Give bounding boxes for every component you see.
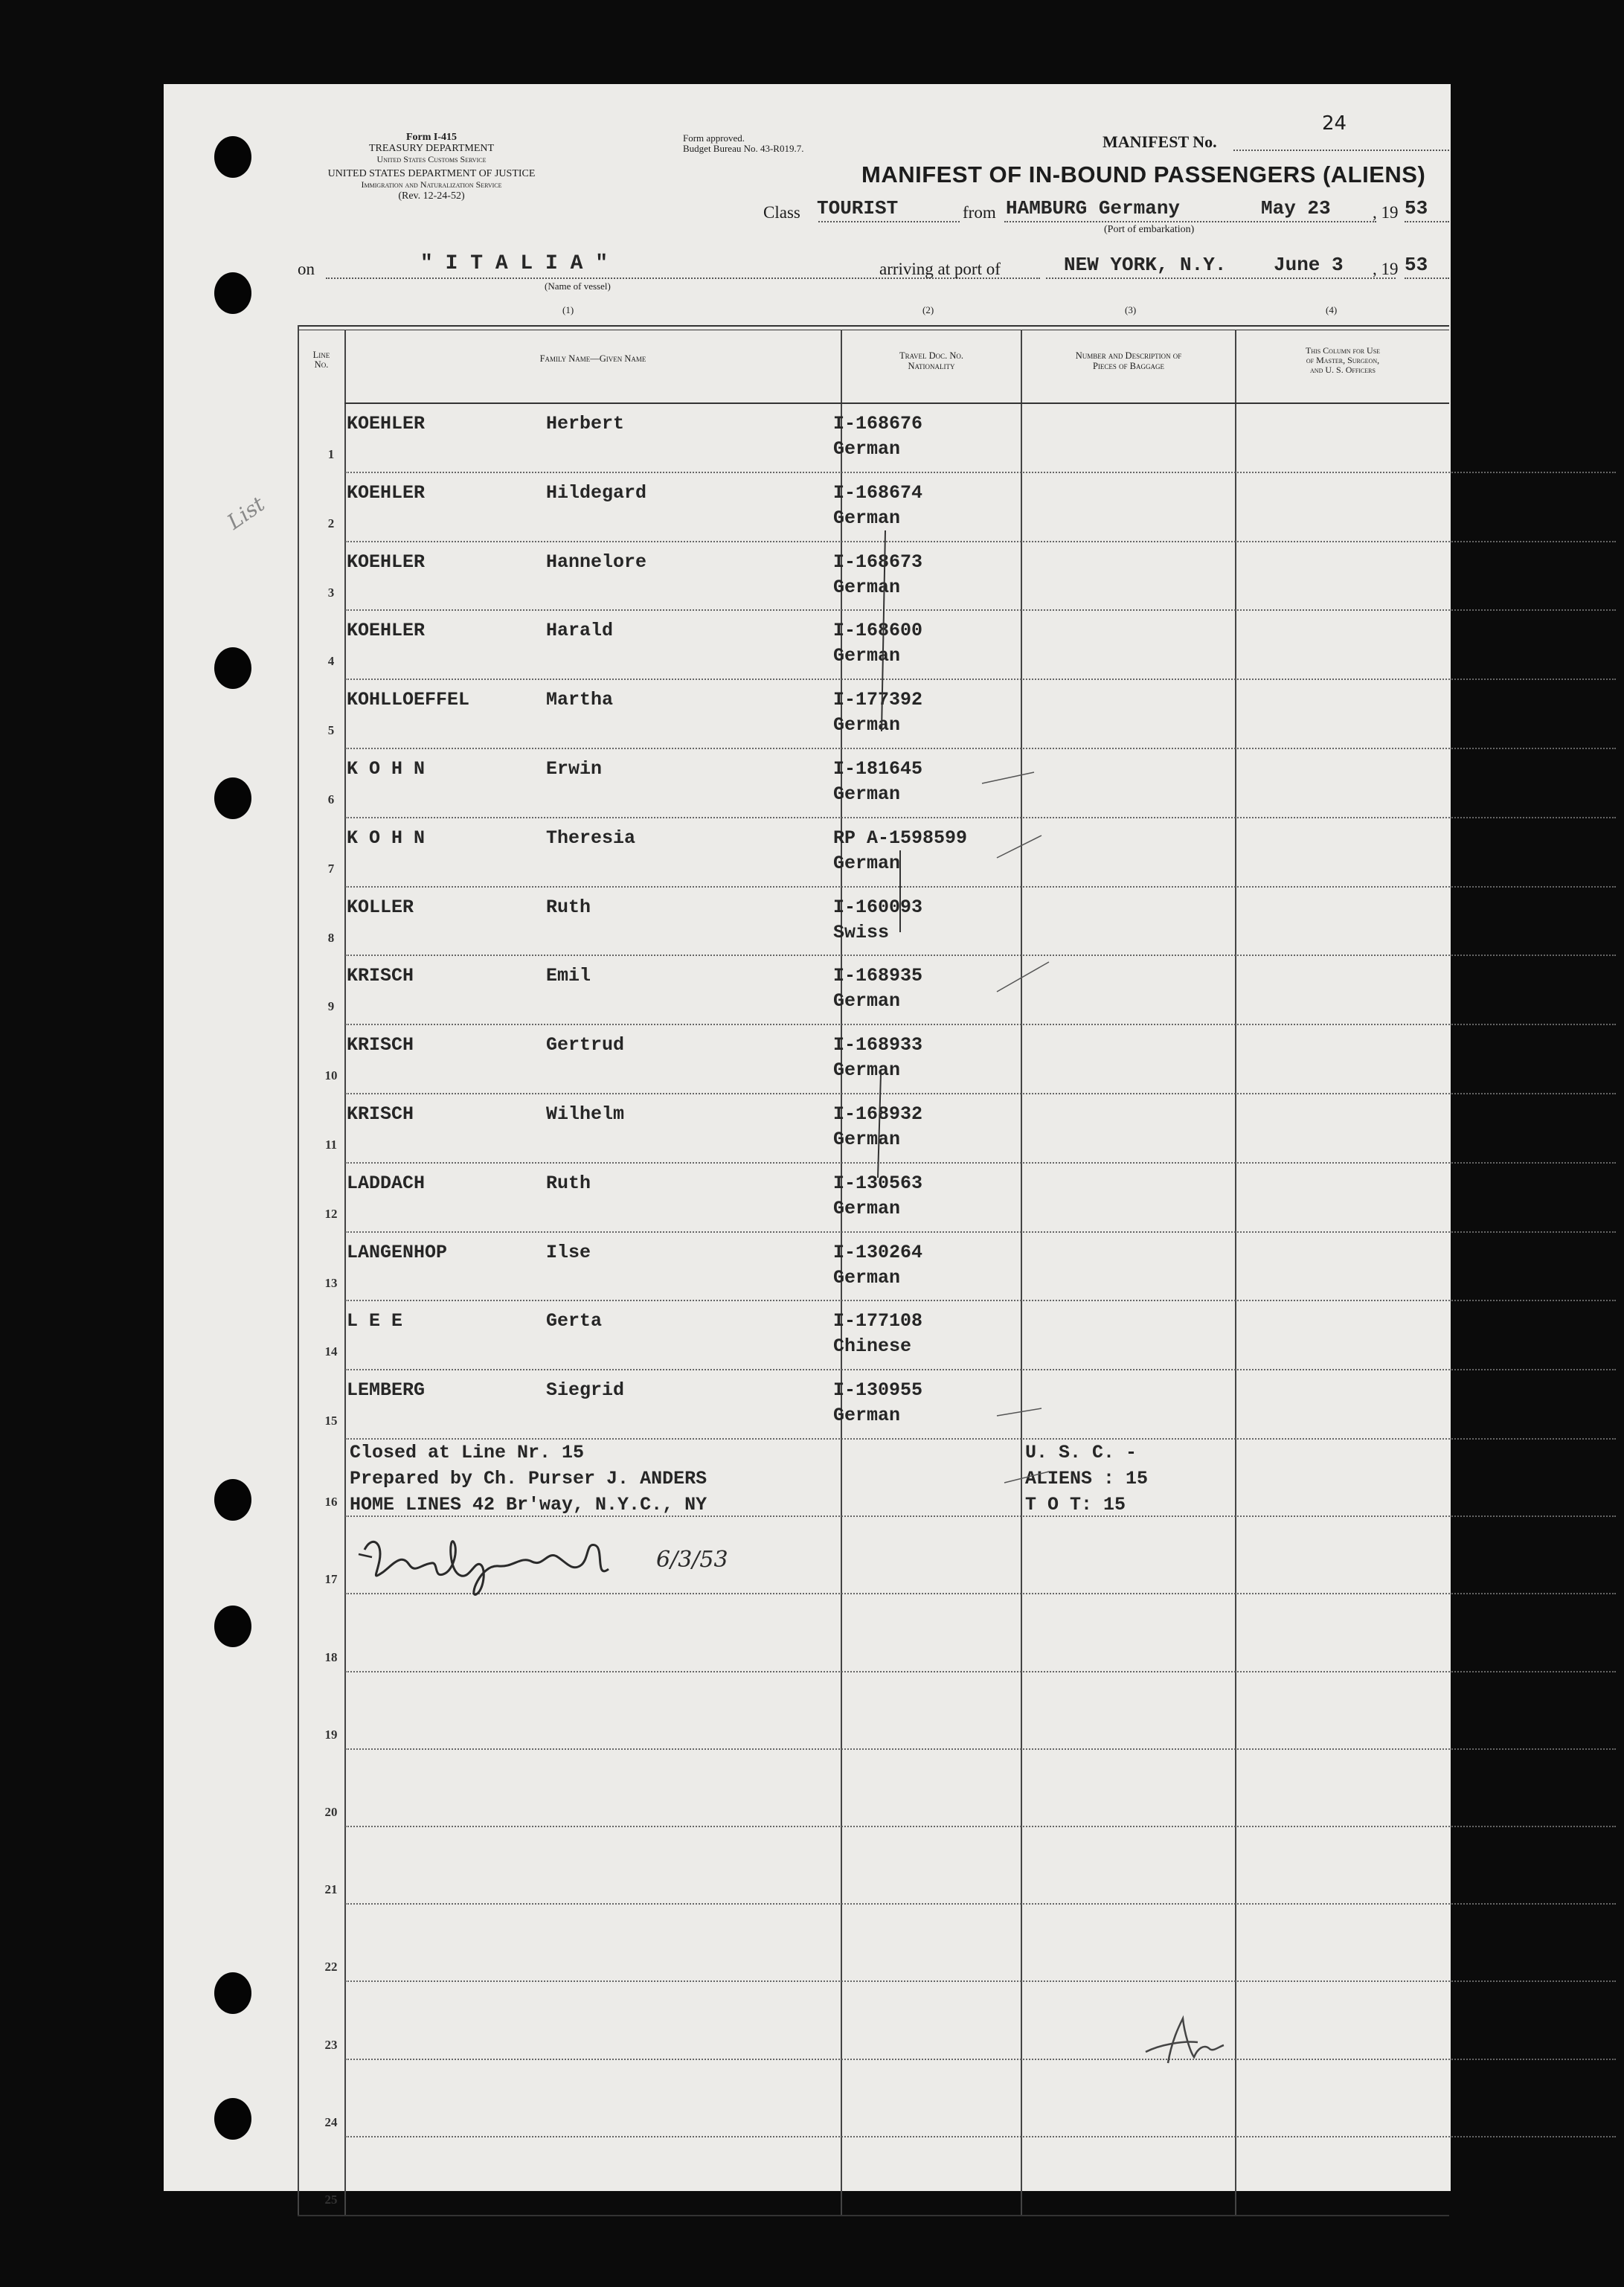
family-name: LEMBERG bbox=[347, 1379, 426, 1402]
family-name: K O H N bbox=[347, 827, 426, 849]
family-name: KOEHLER bbox=[347, 551, 426, 573]
from-line bbox=[1004, 221, 1376, 222]
line-number: 21 bbox=[324, 1882, 338, 1897]
header-baggage: Number and Description of Pieces of Baggage bbox=[1075, 350, 1182, 371]
nationality: German bbox=[833, 990, 901, 1013]
travel-doc-number: I-177392 bbox=[833, 689, 923, 711]
given-name: Hildegard bbox=[546, 481, 647, 504]
prepared-by: Prepared by Ch. Purser J. ANDERS bbox=[350, 1468, 707, 1489]
column-number-3: (3) bbox=[1125, 304, 1137, 315]
line-number: 11 bbox=[324, 1138, 338, 1152]
column-number-4: (4) bbox=[1326, 304, 1338, 315]
given-name: Ruth bbox=[546, 1172, 591, 1194]
line-number: 1 bbox=[327, 447, 335, 461]
header-bottom-rule bbox=[344, 402, 1449, 404]
line-number: 2 bbox=[327, 516, 335, 530]
given-name: Siegrid bbox=[546, 1379, 625, 1402]
family-name: KRISCH bbox=[347, 1034, 414, 1056]
nationality: German bbox=[833, 645, 901, 667]
family-name: KRISCH bbox=[347, 1103, 414, 1125]
nationality: German bbox=[833, 438, 901, 460]
header-family-name: Family Name—Given Name bbox=[539, 353, 646, 364]
row-divider bbox=[345, 1748, 1616, 1750]
binder-hole bbox=[214, 1606, 251, 1647]
signature-date: 6/3/53 bbox=[656, 1547, 728, 1573]
nationality: German bbox=[833, 714, 901, 737]
binder-hole bbox=[214, 777, 251, 819]
on-label: on bbox=[298, 260, 315, 278]
header-travel-doc: Travel Doc. No. Nationality bbox=[899, 350, 964, 371]
column-number-2: (2) bbox=[922, 304, 934, 315]
travel-doc-number: I-130264 bbox=[833, 1241, 923, 1263]
line-number: 17 bbox=[324, 1572, 338, 1587]
budget-bureau: Budget Bureau No. 43-R019.7. bbox=[683, 143, 804, 154]
column-number-1: (1) bbox=[562, 304, 574, 315]
given-name: Wilhelm bbox=[546, 1103, 625, 1125]
given-name: Gertrud bbox=[546, 1034, 625, 1056]
family-name: K O H N bbox=[347, 758, 426, 780]
row-divider bbox=[345, 1980, 1616, 1982]
line-number: 16 bbox=[324, 1495, 338, 1510]
travel-doc-number: I-168935 bbox=[833, 965, 923, 987]
line-number: 3 bbox=[327, 585, 335, 600]
given-name: Erwin bbox=[546, 758, 603, 780]
travel-doc-number: I-168673 bbox=[833, 551, 923, 573]
arrival-year-sep: , 19 bbox=[1373, 260, 1399, 278]
nationality: German bbox=[833, 1405, 901, 1427]
departure-year: 53 bbox=[1405, 197, 1428, 219]
binder-hole bbox=[214, 136, 251, 178]
given-name: Emil bbox=[546, 965, 591, 987]
arrival-year-line bbox=[1405, 278, 1449, 279]
port-embarkation-caption: (Port of embarkation) bbox=[1104, 224, 1195, 235]
column-divider bbox=[1235, 330, 1236, 2216]
family-name: KOEHLER bbox=[347, 620, 426, 642]
form-id-block bbox=[298, 132, 565, 202]
family-name: L E E bbox=[347, 1310, 403, 1332]
binder-hole bbox=[214, 2098, 251, 2140]
binder-hole bbox=[214, 272, 251, 314]
revision-date: (Rev. 12-24-52) bbox=[398, 190, 465, 202]
row-divider bbox=[345, 2136, 1616, 2137]
table-top-rule bbox=[298, 325, 1449, 327]
customs-service: United States Customs Service bbox=[376, 154, 487, 164]
nationality: German bbox=[833, 1197, 901, 1219]
row-divider bbox=[345, 1903, 1616, 1905]
row-divider bbox=[345, 1826, 1616, 1827]
line-number: 6 bbox=[327, 792, 335, 806]
line-number: 8 bbox=[327, 930, 335, 945]
travel-doc-number: I-130955 bbox=[833, 1379, 923, 1402]
nationality: German bbox=[833, 783, 901, 805]
nationality: German bbox=[833, 507, 901, 529]
column-divider bbox=[344, 330, 346, 2216]
ins-service: Immigration and Naturalization Service bbox=[361, 179, 502, 190]
travel-doc-number: I-168674 bbox=[833, 481, 923, 504]
year-line bbox=[1405, 221, 1449, 222]
row-divider bbox=[345, 1671, 1616, 1672]
line-number: 15 bbox=[324, 1414, 338, 1428]
departure-date: May 23 bbox=[1261, 197, 1331, 219]
given-name: Harald bbox=[546, 620, 614, 642]
margin-note: List bbox=[222, 491, 269, 535]
family-name: KOEHLER bbox=[347, 481, 426, 504]
line-number: 22 bbox=[324, 1960, 338, 1975]
travel-doc-number: I-168600 bbox=[833, 620, 923, 642]
nationality: German bbox=[833, 852, 901, 874]
given-name: Herbert bbox=[546, 413, 625, 434]
treasury-department: TREASURY DEPARTMENT bbox=[368, 143, 495, 154]
family-name: KOHLLOEFFEL bbox=[347, 689, 470, 711]
travel-doc-number: I-168676 bbox=[833, 413, 923, 434]
line-number: 19 bbox=[324, 1727, 338, 1742]
nationality: German bbox=[833, 576, 901, 598]
line-number: 9 bbox=[327, 999, 335, 1014]
form-approved: Form approved. bbox=[683, 132, 745, 144]
row-divider bbox=[345, 2059, 1616, 2060]
closed-at-line: Closed at Line Nr. 15 bbox=[350, 1442, 585, 1463]
nationality: German bbox=[833, 1266, 901, 1289]
line-number: 23 bbox=[324, 2037, 338, 2052]
line-number: 18 bbox=[324, 1649, 338, 1664]
line-number: 24 bbox=[324, 2114, 338, 2129]
line-number: 20 bbox=[324, 1805, 338, 1819]
nationality: Swiss bbox=[833, 921, 890, 943]
line-number: 25 bbox=[324, 2193, 338, 2207]
line-number: 10 bbox=[324, 1068, 338, 1083]
signature bbox=[350, 1520, 692, 1602]
given-name: Ilse bbox=[546, 1241, 591, 1263]
family-name: KOEHLER bbox=[347, 413, 426, 434]
given-name: Ruth bbox=[546, 896, 591, 918]
nationality: Chinese bbox=[833, 1335, 912, 1358]
arrival-year: 53 bbox=[1405, 254, 1428, 276]
form-number: Form I-415 bbox=[405, 132, 458, 143]
travel-doc-number: I-181645 bbox=[833, 758, 923, 780]
page-title: MANIFEST OF IN-BOUND PASSENGERS (ALIENS) bbox=[861, 161, 1426, 187]
departure-year-sep: , 19 bbox=[1373, 203, 1399, 222]
total-count: T O T: 15 bbox=[1025, 1494, 1126, 1515]
family-name: LADDACH bbox=[347, 1172, 426, 1194]
class-value: TOURIST bbox=[817, 197, 899, 219]
aliens-count: ALIENS : 15 bbox=[1025, 1468, 1149, 1489]
class-line bbox=[818, 221, 960, 222]
nationality: German bbox=[833, 1059, 901, 1082]
from-label: from bbox=[963, 203, 996, 222]
nationality: German bbox=[833, 1129, 901, 1150]
company-address: HOME LINES 42 Br'way, N.Y.C., NY bbox=[350, 1494, 707, 1515]
arrival-line bbox=[1046, 278, 1396, 279]
arriving-label: arriving at port of bbox=[879, 260, 1001, 278]
manifest-no-line bbox=[1233, 150, 1449, 151]
travel-doc-number: I-168933 bbox=[833, 1034, 923, 1056]
line-number: 7 bbox=[327, 861, 335, 876]
line-number: 4 bbox=[327, 654, 335, 669]
given-name: Theresia bbox=[546, 827, 636, 849]
arrival-date: June 3 bbox=[1274, 254, 1344, 276]
table-bottom-rule bbox=[298, 2215, 1449, 2216]
vessel-caption: (Name of vessel) bbox=[545, 280, 611, 292]
line-number: 14 bbox=[324, 1344, 338, 1359]
closing-block bbox=[350, 1440, 707, 1518]
arrival-port: NEW YORK, N.Y. bbox=[1064, 254, 1227, 276]
table-left-border bbox=[298, 325, 299, 2216]
line-number: 13 bbox=[324, 1275, 338, 1290]
line-number: 5 bbox=[327, 723, 335, 738]
binder-hole bbox=[214, 1479, 251, 1521]
manifest-no-value: 24 bbox=[1322, 112, 1347, 135]
family-name: KOLLER bbox=[347, 896, 414, 918]
travel-doc-number: I-177108 bbox=[833, 1310, 923, 1332]
travel-doc-number: I-168932 bbox=[833, 1103, 923, 1125]
binder-hole bbox=[214, 647, 251, 689]
header-line-no: Line No. bbox=[312, 350, 330, 370]
justice-department: UNITED STATES DEPARTMENT OF JUSTICE bbox=[327, 168, 536, 179]
class-label: Class bbox=[763, 203, 800, 222]
manifest-no-label: MANIFEST No. bbox=[1103, 132, 1217, 151]
from-value: HAMBURG Germany bbox=[1006, 197, 1181, 219]
approval-block bbox=[683, 133, 803, 154]
given-name: Hannelore bbox=[546, 551, 647, 573]
travel-doc-number: RP A-1598599 bbox=[833, 827, 968, 849]
pen-marks bbox=[684, 441, 1071, 1527]
binder-hole bbox=[214, 1972, 251, 2014]
header-officers: This Column for Use of Master, Surgeon, and U. S. Officers bbox=[1305, 345, 1381, 375]
manifest-page bbox=[164, 84, 1451, 2207]
usc-count: U. S. C. - bbox=[1025, 1442, 1137, 1463]
given-name: Gerta bbox=[546, 1310, 603, 1332]
line-number: 12 bbox=[324, 1206, 338, 1221]
given-name: Martha bbox=[546, 689, 614, 711]
family-name: LANGENHOP bbox=[347, 1241, 448, 1263]
travel-doc-number: I-160093 bbox=[833, 896, 923, 918]
vessel-name: " I T A L I A " bbox=[420, 252, 609, 275]
family-name: KRISCH bbox=[347, 965, 414, 987]
travel-doc-number: I-130563 bbox=[833, 1172, 923, 1194]
inspector-initials bbox=[1138, 2011, 1235, 2071]
